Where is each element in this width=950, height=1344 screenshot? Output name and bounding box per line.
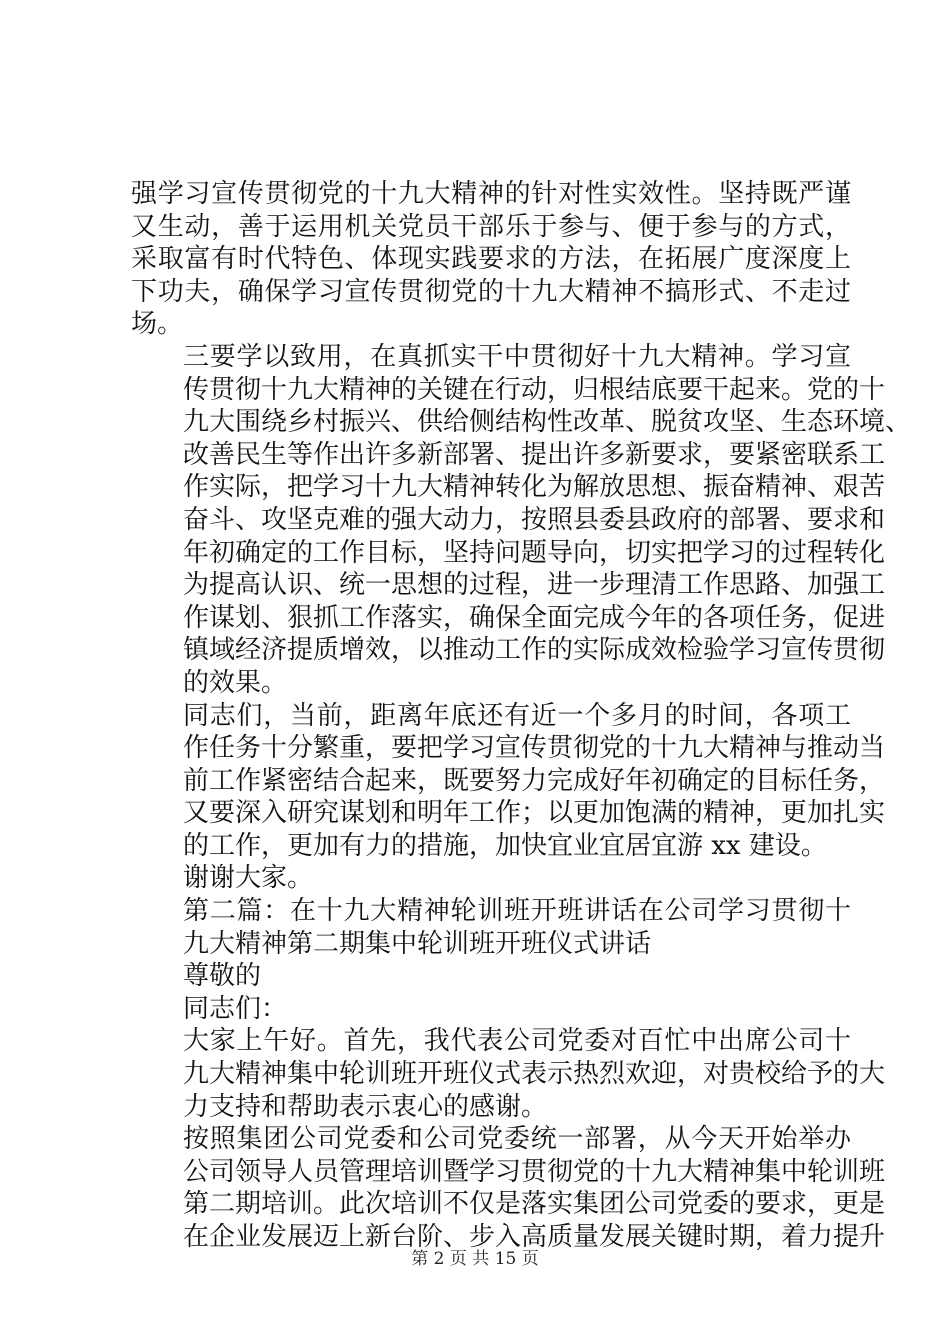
text-line: 年初确定的工作目标，坚持问题导向，切实把学习的过程转化 bbox=[183, 537, 886, 568]
text-line: 强学习宣传贯彻党的十九大精神的针对性实效性。坚持既严谨 bbox=[131, 179, 851, 209]
paragraph bbox=[131, 895, 851, 960]
text-line: 同志们： bbox=[183, 993, 288, 1024]
text-line: 尊敬的 bbox=[183, 961, 262, 992]
text-line: 传贯彻十九大精神的关键在行动，归根结底要干起来。党的十 bbox=[183, 374, 886, 405]
text-line: 采取富有时代特色、体现实践要求的方法，在拓展广度深度上 bbox=[131, 244, 851, 275]
text-line: 改善民生等作出许多新部署、提出许多新要求，要紧密联系工 bbox=[183, 439, 886, 470]
text-line: 第二期培训。此次培训不仅是落实集团公司党委的要求，更是 bbox=[183, 1189, 886, 1220]
text-line: 公司领导人员管理培训暨学习贯彻党的十九大精神集中轮训班 bbox=[183, 1156, 886, 1187]
text-line: 前工作紧密结合起来，既要努力完成好年初确定的目标任务， bbox=[183, 765, 886, 796]
text-line: 九大围绕乡村振兴、供给侧结构性改革、脱贫攻坚、生态环境、 bbox=[183, 407, 912, 438]
text-line: 力支持和帮助表示衷心的感谢。 bbox=[183, 1091, 548, 1122]
paragraph bbox=[131, 700, 886, 863]
paragraph bbox=[131, 341, 912, 700]
text-line: 作实际，把学习十九大精神转化为解放思想、振奋精神、艰苦 bbox=[183, 472, 886, 503]
page-footer: 第 2 页 共 15 页 bbox=[411, 1249, 539, 1269]
text-line: 在企业发展迈上新台阶、步入高质量发展关键时期，着力提升 bbox=[183, 1222, 886, 1252]
paragraph bbox=[131, 960, 851, 993]
text-line: 下功夫，确保学习宣传贯彻党的十九大精神不搞形式、不走过 bbox=[131, 276, 851, 307]
text-line: 作谋划、狠抓工作落实，确保全面完成今年的各项任务，促进 bbox=[183, 602, 886, 633]
text-line: 的工作，更加有力的措施，加快宜业宜居宜游 xx 建设。 bbox=[183, 830, 827, 861]
text-line: 镇域经济提质增效，以推动工作的实际成效检验学习宣传贯彻 bbox=[183, 635, 886, 666]
paragraph bbox=[131, 862, 851, 895]
text-line: 又生动，善于运用机关党员干部乐于参与、便于参与的方式， bbox=[131, 211, 851, 242]
text-line: 作任务十分繁重，要把学习宣传贯彻党的十九大精神与推动当 bbox=[183, 733, 886, 764]
text-line: 九大精神集中轮训班开班仪式表示热烈欢迎，对贵校给予的大 bbox=[183, 1059, 886, 1090]
document-body bbox=[131, 178, 912, 1254]
text-line: 又要深入研究谋划和明年工作；以更加饱满的精神，更加扎实 bbox=[183, 798, 886, 829]
text-line: 九大精神第二期集中轮训班开班仪式讲话 bbox=[183, 928, 652, 959]
paragraph bbox=[131, 993, 851, 1026]
text-line: 谢谢大家。 bbox=[183, 863, 314, 894]
text-line: 第二篇：在十九大精神轮训班开班讲话在公司学习贯彻十 bbox=[183, 896, 851, 927]
text-line: 按照集团公司党委和公司党委统一部署，从今天开始举办 bbox=[183, 1124, 851, 1155]
text-line: 场。 bbox=[131, 309, 184, 340]
text-line: 同志们，当前，距离年底还有近一个多月的时间，各项工 bbox=[183, 700, 851, 731]
paragraph bbox=[131, 178, 851, 341]
text-line: 大家上午好。首先，我代表公司党委对百忙中出席公司十 bbox=[183, 1026, 851, 1057]
paragraph bbox=[131, 1025, 886, 1123]
text-line: 的效果。 bbox=[183, 667, 288, 698]
text-line: 三要学以致用，在真抓实干中贯彻好十九大精神。学习宣 bbox=[183, 341, 851, 372]
text-line: 为提高认识、统一思想的过程，进一步理清工作思路、加强工 bbox=[183, 570, 886, 601]
text-line: 奋斗、攻坚克难的强大动力，按照县委县政府的部署、要求和 bbox=[183, 504, 886, 535]
paragraph bbox=[131, 1123, 886, 1253]
